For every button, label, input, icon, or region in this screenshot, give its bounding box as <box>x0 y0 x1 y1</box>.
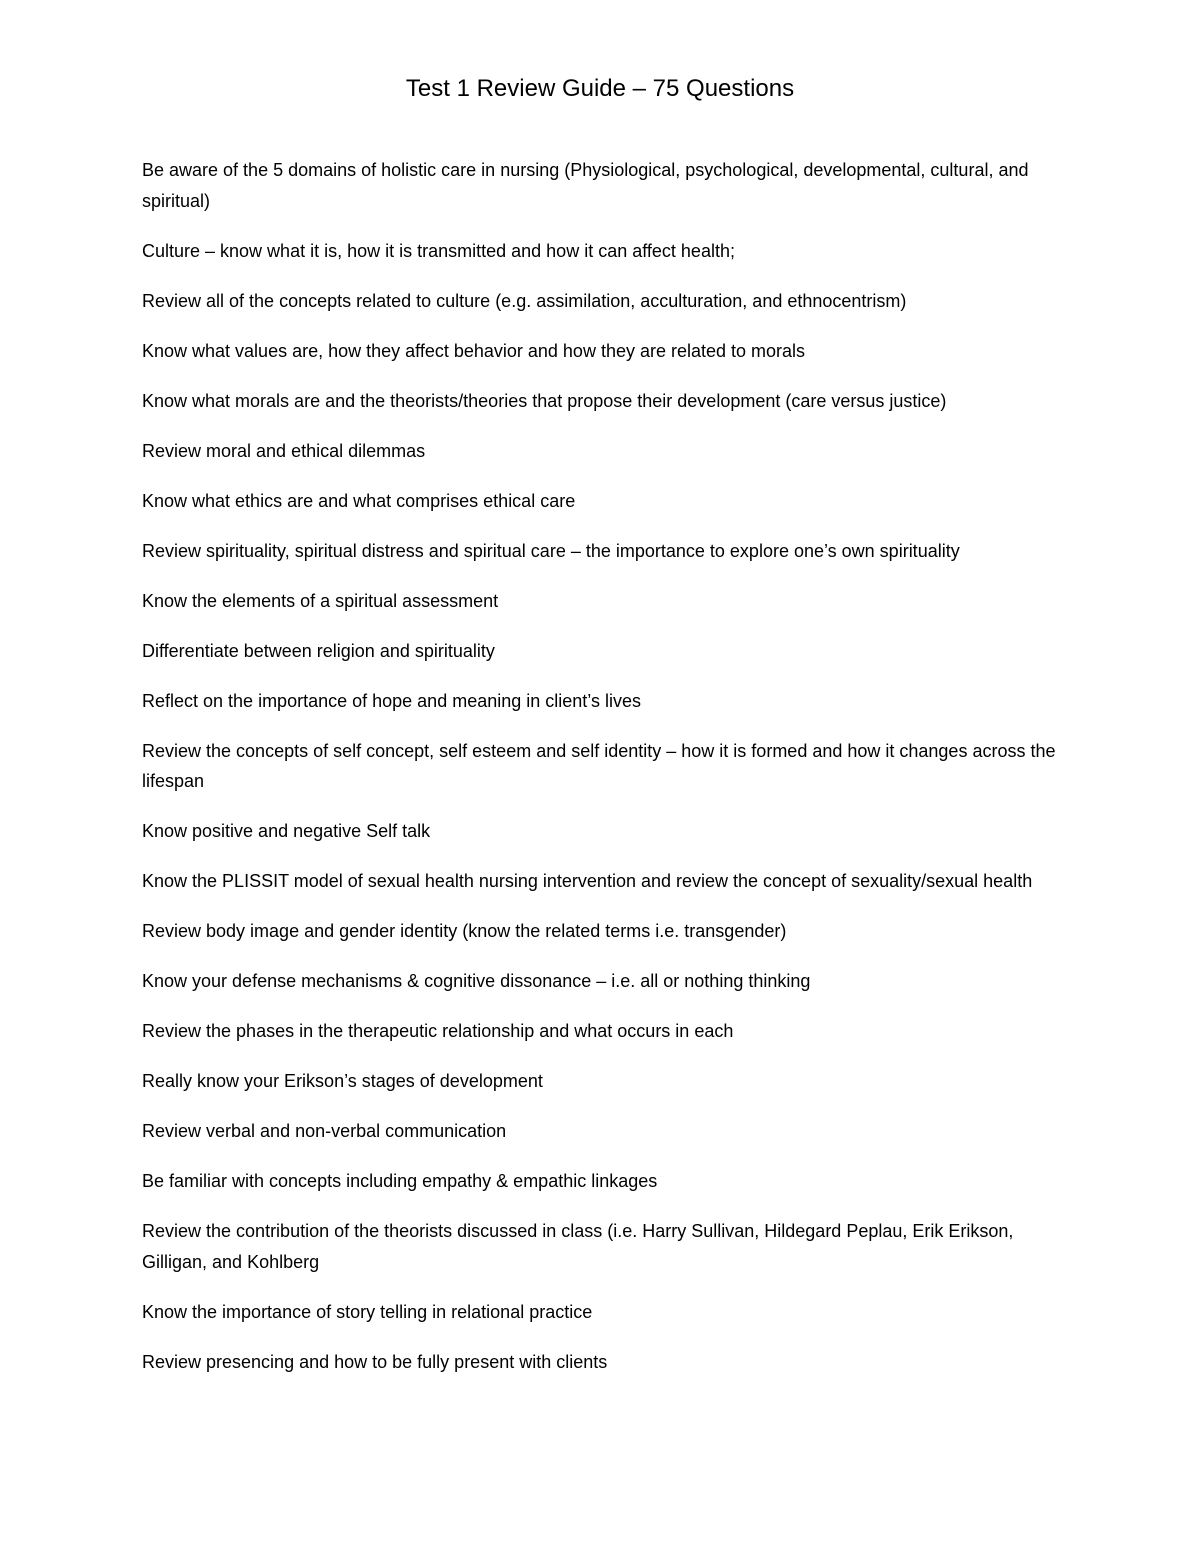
review-item: Review verbal and non-verbal communication <box>142 1121 507 1141</box>
review-item: Know the elements of a spiritual assessment <box>142 590 499 611</box>
review-item: Really know your Erikson’s stages of development <box>142 1071 543 1091</box>
review-item: Review presencing and how to be fully present with clients <box>142 1351 608 1372</box>
review-item: Know positive and negative Self talk <box>142 821 431 841</box>
review-item: Know what ethics are and what comprises ethical care <box>142 490 576 511</box>
review-item: Review body image and gender identity (know the related terms i.e. transgender) <box>142 921 787 941</box>
review-item: Reflect on the importance of hope and meaning in client’s lives <box>142 690 641 711</box>
review-item: Know what morals are and the theorists/theories that propose their development (care versus justice) <box>142 390 947 411</box>
review-item: Review the contribution of the theorists discussed in class (i.e. Harry Sullivan, Hildegard Peplau, Erik Erikson, Gilligan, and Kohlberg <box>142 1221 1014 1272</box>
review-item: Review all of the concepts related to culture (e.g. assimilation, acculturation, and ethnocentrism) <box>142 290 907 311</box>
review-item: Differentiate between religion and spirituality <box>142 640 495 661</box>
review-item: Review the phases in the therapeutic relationship and what occurs in each <box>142 1021 734 1041</box>
review-item: Know the PLISSIT model of sexual health nursing intervention and review the concept of sexuality/sexual health <box>142 871 1033 891</box>
review-item: Know your defense mechanisms & cognitive dissonance – i.e. all or nothing thinking <box>142 971 811 991</box>
review-item: Review moral and ethical dilemmas <box>142 440 426 461</box>
review-item: Be familiar with concepts including empathy & empathic linkages <box>142 1171 658 1191</box>
review-item: Review spirituality, spiritual distress and spiritual care – the importance to explore one’s own spirituality <box>142 540 960 561</box>
document-title: Test 1 Review Guide – 75 Questions <box>405 75 795 102</box>
review-item: Be aware of the 5 domains of holistic care in nursing (Physiological, psychological, developmental, cultural, and spiritual) <box>142 160 1029 211</box>
review-items-list <box>142 155 1072 1397</box>
review-item: Know the importance of story telling in relational practice <box>142 1301 593 1322</box>
review-item: Review the concepts of self concept, self esteem and self identity – how it is formed and how it changes across the lifespan <box>142 740 1056 791</box>
review-item: Culture – know what it is, how it is transmitted and how it can affect health; <box>142 240 735 261</box>
review-item: Know what values are, how they affect behavior and how they are related to morals <box>142 340 806 361</box>
